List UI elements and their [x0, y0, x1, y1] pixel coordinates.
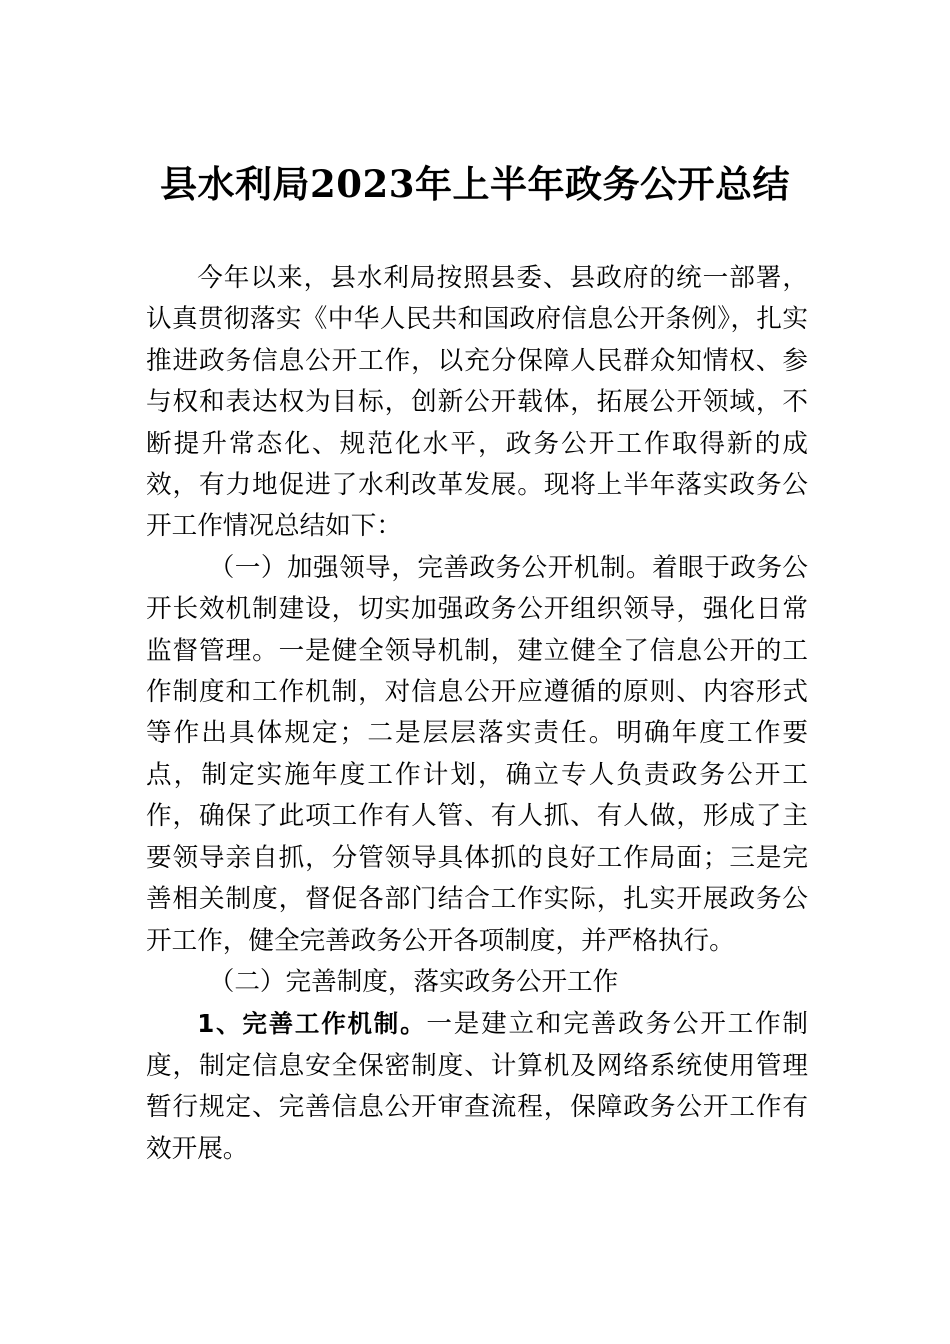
document-body — [146, 258, 808, 1170]
section-2-heading: （二）完善制度，落实政务公开工作 — [208, 966, 619, 997]
item-1-paragraph — [146, 1003, 808, 1170]
item-1-lead: 1、完善工作机制。 — [197, 1009, 427, 1039]
intro-paragraph: 今年以来，县水利局按照县委、县政府的统一部署，认真贯彻落实《中华人民共和国政府信息公开条例》，扎实推进政务信息公开工作，以充分保障人民群众知情权、参与权和表达权为目标，创新公开载体，拓展公开领域，不断提升常态化、规范化水平，政务公开工作取得新的成效，有力地促进了水利改革发展。现将上半年落实政务公开工作情况总结如下： — [146, 263, 808, 542]
item-1-text: 一是建立和完善政务公开工作制度，制定信息安全保密制度、计算机及网络系统使用管理暂行规定、完善信息公开审查流程，保障政务公开工作有效开展。 — [146, 1009, 808, 1164]
section-1-paragraph: （一）加强领导，完善政务公开机制。着眼于政务公开长效机制建设，切实加强政务公开组织领导，强化日常监督管理。一是健全领导机制，建立健全了信息公开的工作制度和工作机制，对信息公开应遵循的原则、内容形式等作出具体规定；二是层层落实责任。明确年度工作要点，制定实施年度工作计划，确立专人负责政务公开工作，确保了此项工作有人管、有人抓、有人做，形成了主要领导亲自抓，分管领导具体抓的良好工作局面；三是完善相关制度，督促各部门结合工作实际，扎实开展政务公开工作，健全完善政务公开各项制度，并严格执行。 — [146, 552, 808, 956]
document-title: 县水利局2023年上半年政务公开总结 — [160, 162, 790, 206]
